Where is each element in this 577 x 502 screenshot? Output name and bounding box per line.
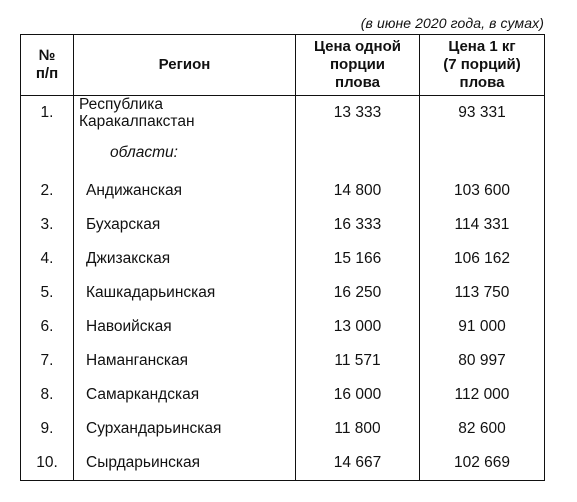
table-row: [21, 276, 545, 310]
table-row: [21, 344, 545, 378]
kg-price: 103 600: [420, 174, 545, 208]
region-name: Сурхандарьинская: [74, 412, 296, 446]
table-row: [21, 96, 545, 145]
kg-price: 102 669: [420, 446, 545, 481]
region-name: Наманганская: [74, 344, 296, 378]
table-row: [21, 446, 545, 481]
portion-price: 16 000: [296, 378, 420, 412]
header-row: [21, 35, 545, 96]
header-number: № п/п: [21, 35, 74, 96]
kg-price: 91 000: [420, 310, 545, 344]
region-name: Бухарская: [74, 208, 296, 242]
kg-price: 114 331: [420, 208, 545, 242]
header-region: Регион: [74, 35, 296, 96]
portion-price: 14 667: [296, 446, 420, 481]
region-name: Джизакская: [74, 242, 296, 276]
portion-price: 15 166: [296, 242, 420, 276]
table-row: [21, 412, 545, 446]
kg-price: 112 000: [420, 378, 545, 412]
region-name: Республика Каракалпакстан: [74, 96, 296, 145]
subheading-row: [21, 144, 545, 174]
kg-price: 80 997: [420, 344, 545, 378]
portion-price: 16 333: [296, 208, 420, 242]
pilaf-price-table: [20, 34, 545, 481]
region-name: Самаркандская: [74, 378, 296, 412]
region-name: Кашкадарьинская: [74, 276, 296, 310]
regions-subheading: области:: [74, 144, 296, 174]
portion-price: 11 800: [296, 412, 420, 446]
portion-price: 16 250: [296, 276, 420, 310]
row-number: 6.: [21, 310, 74, 344]
row-number: 1.: [21, 96, 74, 145]
header-kg-price: Цена 1 кг (7 порций) плова: [420, 35, 545, 96]
table-row: [21, 242, 545, 276]
table-row: [21, 310, 545, 344]
table-header: [21, 35, 545, 96]
table-note: (в июне 2020 года, в сумах): [360, 15, 544, 31]
table-body: [21, 96, 545, 481]
region-name: Андижанская: [74, 174, 296, 208]
table-row: [21, 208, 545, 242]
table-row: [21, 378, 545, 412]
empty-cell: [420, 144, 545, 174]
portion-price: 11 571: [296, 344, 420, 378]
row-number: 10.: [21, 446, 74, 481]
region-name: Сырдарьинская: [74, 446, 296, 481]
row-number: 2.: [21, 174, 74, 208]
header-portion-price: Цена одной порции плова: [296, 35, 420, 96]
table-row: [21, 174, 545, 208]
row-number: 3.: [21, 208, 74, 242]
portion-price: 13 000: [296, 310, 420, 344]
row-number: 9.: [21, 412, 74, 446]
row-number: 8.: [21, 378, 74, 412]
kg-price: 93 331: [420, 96, 545, 145]
kg-price: 113 750: [420, 276, 545, 310]
kg-price: 82 600: [420, 412, 545, 446]
row-number: 7.: [21, 344, 74, 378]
portion-price: 14 800: [296, 174, 420, 208]
empty-cell: [21, 144, 74, 174]
row-number: 5.: [21, 276, 74, 310]
empty-cell: [296, 144, 420, 174]
kg-price: 106 162: [420, 242, 545, 276]
region-name: Навоийская: [74, 310, 296, 344]
row-number: 4.: [21, 242, 74, 276]
portion-price: 13 333: [296, 96, 420, 145]
